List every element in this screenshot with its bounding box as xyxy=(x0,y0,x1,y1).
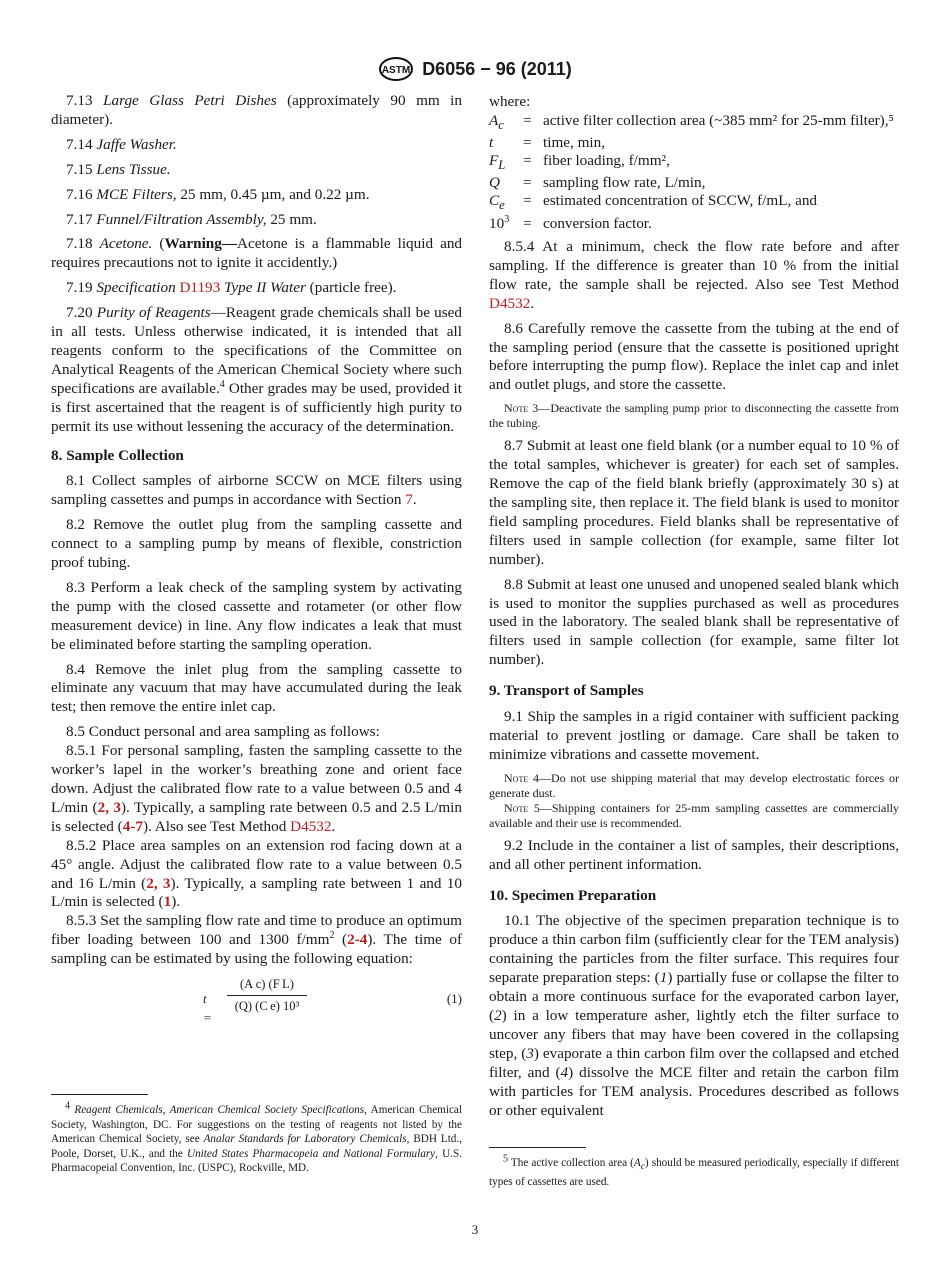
ref-1[interactable]: 1 xyxy=(163,893,172,911)
section-7-20: 7.20 Purity of Reagents—Reagent grade chemicals shall be used in all tests. Unless otherwise indicated, it is intended that all reagents conform to the specifications of the Committee on Analytical Reagents of the American Chemical Society where such specifications are available.$^4$ Other grades may be used, provided it is first ascertained that the reagent is of sufficiently high purity to permit its use without lessening the accuracy of the determination. xyxy=(51,304,462,435)
section-8-3: 8.3 Perform a leak check of the sampling system by activating the pump with the closed cassette and rotameter (or other flow measurement device) in line. Any flow indicates a leak that must be eliminated before starting the sampling operation. xyxy=(51,578,462,653)
standard-designation: D6056 − 96 (2011) xyxy=(422,58,572,79)
section-7-16: 7.16 MCE Filters, 25 mm, 0.45 µm, and 0.22 µm. xyxy=(66,185,370,203)
section-8-1: 8.1 Collect samples of airborne SCCW on MCE filters using sampling cassettes and pumps in accordance with Section 7. xyxy=(51,472,462,509)
section-9-1: 9.1 Ship the samples in a rigid container with sufficient packing material to prevent jostling or damage. Care shall be taken to minimize vibrations and cassette movement. xyxy=(489,708,899,763)
section-7-15: 7.15 Lens Tissue. xyxy=(66,160,171,178)
section-7-17: 7.17 Funnel/Filtration Assembly, 25 mm. xyxy=(66,210,317,228)
heading-transport-of-samples: 9. Transport of Samples xyxy=(489,682,644,700)
page-number: 3 xyxy=(471,1222,479,1237)
section-8-5-4: 8.5.4 At a minimum, check the flow rate before and after sampling. If the difference is greater than 10 % from the initial flow rate, the sample shall be rejected. Also see Test Method D4532. xyxy=(489,238,899,312)
link-d4532[interactable]: D4532 xyxy=(290,817,332,835)
ref-2-4[interactable]: 2-4 xyxy=(347,931,368,949)
section-7-19: 7.19 Specification D1193 Type II Water (particle free). xyxy=(66,279,397,297)
footnote-4: $^4$ Reagent Chemicals, American Chemical Society Specifications, American Chemical Society, Washington, DC. For suggestions on the testing of reagents not listed by the American Chemical Society, see Analar Standards for Laboratory Chemicals, BDH Ltd., Poole, Dorset, U.K., and the United States Pharmacopeia and National Formulary, U.S. Pharmacopeial Convention, Inc. (USPC), Rockville, MD. xyxy=(51,1100,463,1174)
section-8-4: 8.4 Remove the inlet plug from the sampling cassette to eliminate any vacuum that may have accumulated during the leak test; then remove the entire inlet cap. xyxy=(51,660,462,716)
variable-row: $C_e$ = estimated concentration of SCCW, f/mL, and xyxy=(489,191,818,212)
note-4: Note 4—Do not use shipping material that may develop electrostatic forces or generate dust. xyxy=(489,770,900,800)
equation-number: (1) xyxy=(446,991,462,1007)
equation-lhs: t = xyxy=(203,991,212,1025)
section-8-5-1: 8.5.1 For personal sampling, fasten the sampling cassette to the worker’s lapel in the worker’s breathing zone and orient face down. Adjust the calibrated flow rate to a value between 0.5 and 4 L/min (2, 3). Typically, a sampling rate between 0.5 and 2.5 L/min is selected (4-7). Also see Test Method D4532. xyxy=(51,742,462,835)
equation-1 xyxy=(51,973,462,1029)
ref-4-7[interactable]: 4-7 xyxy=(122,817,143,835)
variable-row: t = time, min, xyxy=(489,134,606,152)
section-8-5: 8.5 Conduct personal and area sampling as follows: xyxy=(66,723,380,741)
section-10-1: 10.1 The objective of the specimen preparation technique is to produce a thin carbon film (sufficiently clear for the TEM analysis) containing the particles from the filter surface. This requires four separate preparation steps: (1) partially fuse or collapse the filter to obtain a more continuous surface for the evaporated carbon layer, (2) in a low temperature asher, lightly etch the filter surface to uncover any fibers that may have been covered in the collapsing step, (3) evaporate a thin carbon film over the collapsed and etched filter, and (4) dissolve the MCE filter and retain the carbon film with particles for TEM analysis. Procedures described as follows or other equivalent xyxy=(489,912,899,1119)
section-7-14: 7.14 Jaffe Washer. xyxy=(66,135,177,153)
variable-row: Q = sampling flow rate, L/min, xyxy=(489,174,706,192)
ref-2-3[interactable]: 2, 3 xyxy=(146,874,171,892)
section-8-8: 8.8 Submit at least one unused and unopened sealed blank which is used to monitor the supplies purchased as well as procedures used in the laboratory. The sealed blank shall be representative of filters used in sample collection (for example, same filter lot number). xyxy=(489,575,899,669)
footnotes-left xyxy=(51,1094,462,1176)
link-d1193[interactable]: D1193 xyxy=(179,279,221,297)
where-label: where: xyxy=(489,93,531,110)
left-column xyxy=(51,92,462,1037)
equation-numerator: (A c) (F L) xyxy=(227,975,307,996)
footnotes-right xyxy=(489,1147,899,1189)
variable-row: $10^3$ = conversion factor. xyxy=(489,213,652,232)
section-8-6: 8.6 Carefully remove the cassette from the tubing at the end of the sampling period (ensure that the cassette is positioned upright before interrupting the pump flow). Replace the inlet cap and inlet and outlet plugs, and store the cassette. xyxy=(489,319,899,394)
section-8-2: 8.2 Remove the outlet plug from the sampling cassette and connect to a sampling pump by means of flexible, constriction proof tubing. xyxy=(51,516,462,572)
heading-sample-collection: 8. Sample Collection xyxy=(51,446,184,464)
section-8-7: 8.7 Submit at least one field blank (or a number equal to 10 % of the total samples, whichever is greater) for each set of samples. Remove the cap of the field blank briefly (approximately 30 s) at the sampling site, then replace it. The field blank is used to monitor field sampling procedures. Field blanks shall be representative of filters used in sample collection (for example, same filter lot number). xyxy=(489,437,899,568)
section-7-18: 7.18 Acetone. (Warning—Acetone is a flammable liquid and requires precautions not to ignite it accidently.) xyxy=(51,235,463,272)
footnote-divider xyxy=(489,1147,586,1148)
section-9-2: 9.2 Include in the container a list of samples, their descriptions, and all other pertinent information. xyxy=(489,836,899,873)
footnote-5: $^5$ The active collection area $(A_c)$ should be measured periodically, especially if different types of cassettes are used. xyxy=(489,1153,899,1188)
ref-2-3[interactable]: 2, 3 xyxy=(97,798,121,816)
note-3: Note 3—Deactivate the sampling pump prior to disconnecting the cassette from the tubing. xyxy=(489,401,900,431)
page-header xyxy=(0,56,950,82)
variable-row: $A_c$ = active filter collection area (~385 mm² for 25-mm filter),⁵ xyxy=(489,111,894,132)
heading-specimen-preparation: 10. Specimen Preparation xyxy=(489,886,657,904)
equation-denominator: (Q) (C e) 10³ xyxy=(234,998,300,1013)
footnote-divider xyxy=(51,1094,148,1095)
section-8-5-3: 8.5.3 Set the sampling flow rate and time to produce an optimum fiber loading between 100 and 1300 $f/mm^2$ (2-4). The time of sampling can be estimated by using the following equation: xyxy=(51,912,463,968)
link-d4532[interactable]: D4532 xyxy=(489,294,531,312)
right-column xyxy=(489,93,899,1126)
equation-fraction xyxy=(227,975,307,1016)
footnote-ref-4[interactable]: 4 xyxy=(219,378,225,390)
section-7-13: 7.13 Large Glass Petri Dishes (approximately 90 mm in diameter). xyxy=(51,92,462,128)
variable-row: $F_L$ = fiber loading, f/mm², xyxy=(489,151,670,172)
astm-logo-icon xyxy=(378,56,414,82)
link-section-7[interactable]: 7 xyxy=(405,491,413,509)
note-5: Note 5—Shipping containers for 25-mm sampling cassettes are commercially available and their use is recommended. xyxy=(489,800,899,830)
section-8-5-2: 8.5.2 Place area samples on an extension rod facing down at a 45° angle. Adjust the calibrated flow rate to a value between 0.5 and 16 L/min (2, 3). Typically, a sampling rate between 1 and 10 L/min is selected (1). xyxy=(51,836,462,911)
svg-text:ASTM: ASTM xyxy=(382,65,411,76)
variable-definitions xyxy=(489,112,899,232)
